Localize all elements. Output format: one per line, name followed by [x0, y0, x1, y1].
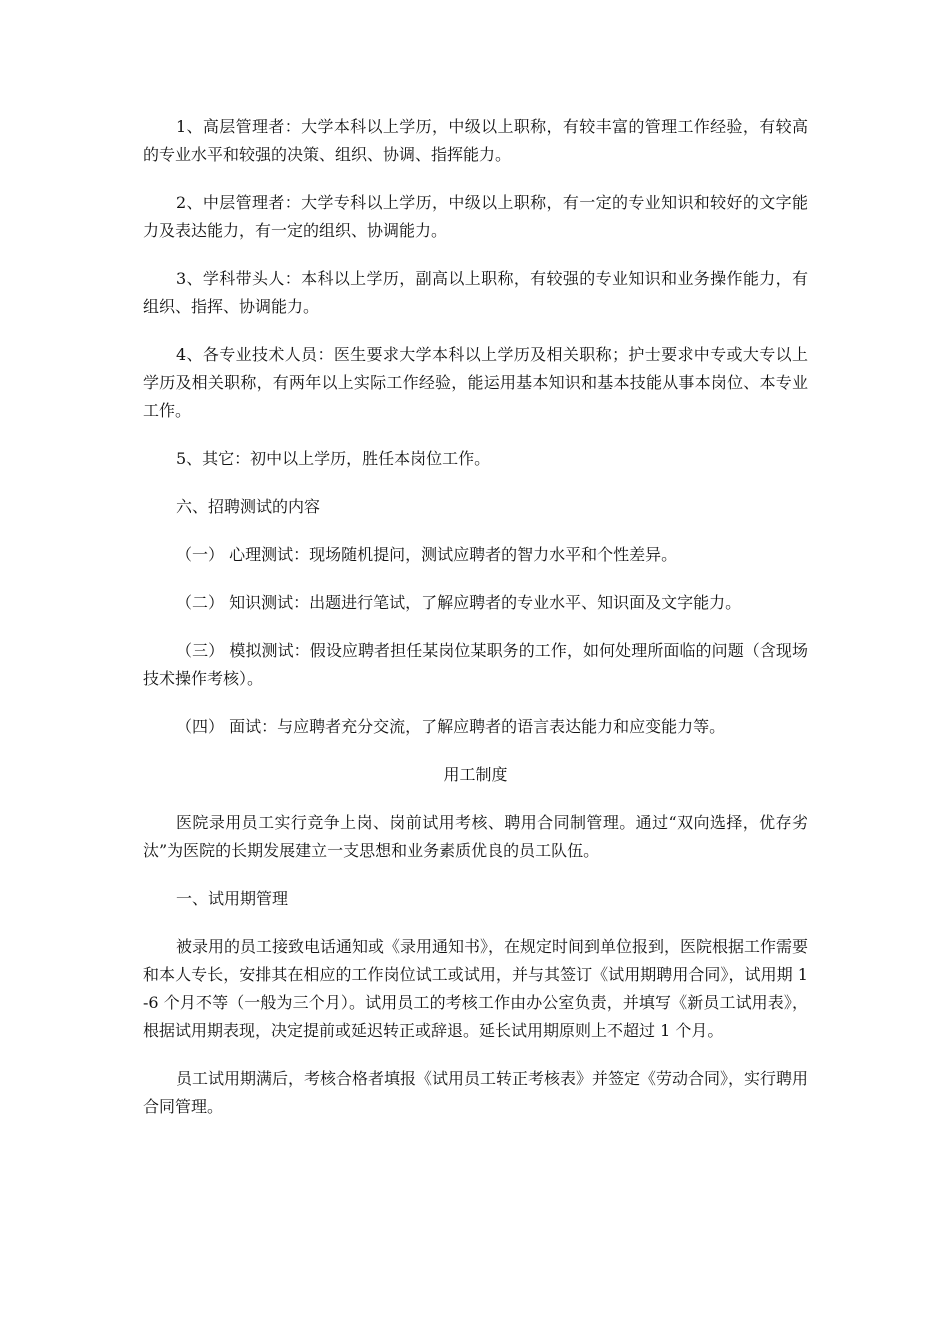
paragraph-discipline-leaders: 3、学科带头人：本科以上学历，副高以上职称，有较强的专业知识和业务操作能力，有组织、指挥、协调能力。	[143, 269, 808, 316]
section-heading-probation: 一、试用期管理	[176, 889, 289, 908]
paragraph-knowledge-test: （二） 知识测试：出题进行笔试，了解应聘者的专业水平、知识面及文字能力。	[176, 593, 742, 612]
section-title-employment-system: 用工制度	[443, 765, 508, 784]
paragraph-interview: （四） 面试：与应聘者充分交流，了解应聘者的语言表达能力和应变能力等。	[176, 717, 726, 736]
paragraph-senior-managers: 1、高层管理者：大学本科以上学历，中级以上职称，有较丰富的管理工作经验，有较高的专业水平和较强的决策、组织、协调、指挥能力。	[143, 117, 808, 164]
section-heading-recruitment-tests: 六、招聘测试的内容	[176, 497, 321, 516]
paragraph-probation-process: 被录用的员工接致电话通知或《录用通知书》，在规定时间到单位报到，医院根据工作需要和本人专长，安排其在相应的工作岗位试工或试用，并与其签订《试用期聘用合同》，试用期 1-6 个月不等（一般为三个月）。试用员工的考核工作由办公室负责，并填写《新员工试用表》，根据试用期表现，决定提前或延迟转正或辞退。延长试用期原则上不超过 1 个月。	[143, 937, 809, 1040]
document-page	[143, 113, 808, 1141]
paragraph-others: 5、其它：初中以上学历，胜任本岗位工作。	[176, 449, 491, 468]
paragraph-middle-managers: 2、中层管理者：大学专科以上学历，中级以上职称，有一定的专业知识和较好的文字能力及表达能力，有一定的组织、协调能力。	[143, 193, 808, 240]
paragraph-technical-staff: 4、各专业技术人员：医生要求大学本科以上学历及相关职称；护士要求中专或大专以上学历及相关职称，有两年以上实际工作经验，能运用基本知识和基本技能从事本岗位、本专业工作。	[143, 345, 808, 420]
paragraph-psychological-test: （一） 心理测试：现场随机提问，测试应聘者的智力水平和个性差异。	[176, 545, 678, 564]
paragraph-employment-intro: 医院录用员工实行竞争上岗、岗前试用考核、聘用合同制管理。通过“双向选择，优存劣汰”为医院的长期发展建立一支思想和业务素质优良的员工队伍。	[143, 813, 808, 860]
paragraph-simulation-test: （三） 模拟测试：假设应聘者担任某岗位某职务的工作，如何处理所面临的问题（含现场技术操作考核）。	[143, 641, 808, 688]
paragraph-probation-end: 员工试用期满后，考核合格者填报《试用员工转正考核表》并签定《劳动合同》，实行聘用合同管理。	[143, 1069, 809, 1116]
